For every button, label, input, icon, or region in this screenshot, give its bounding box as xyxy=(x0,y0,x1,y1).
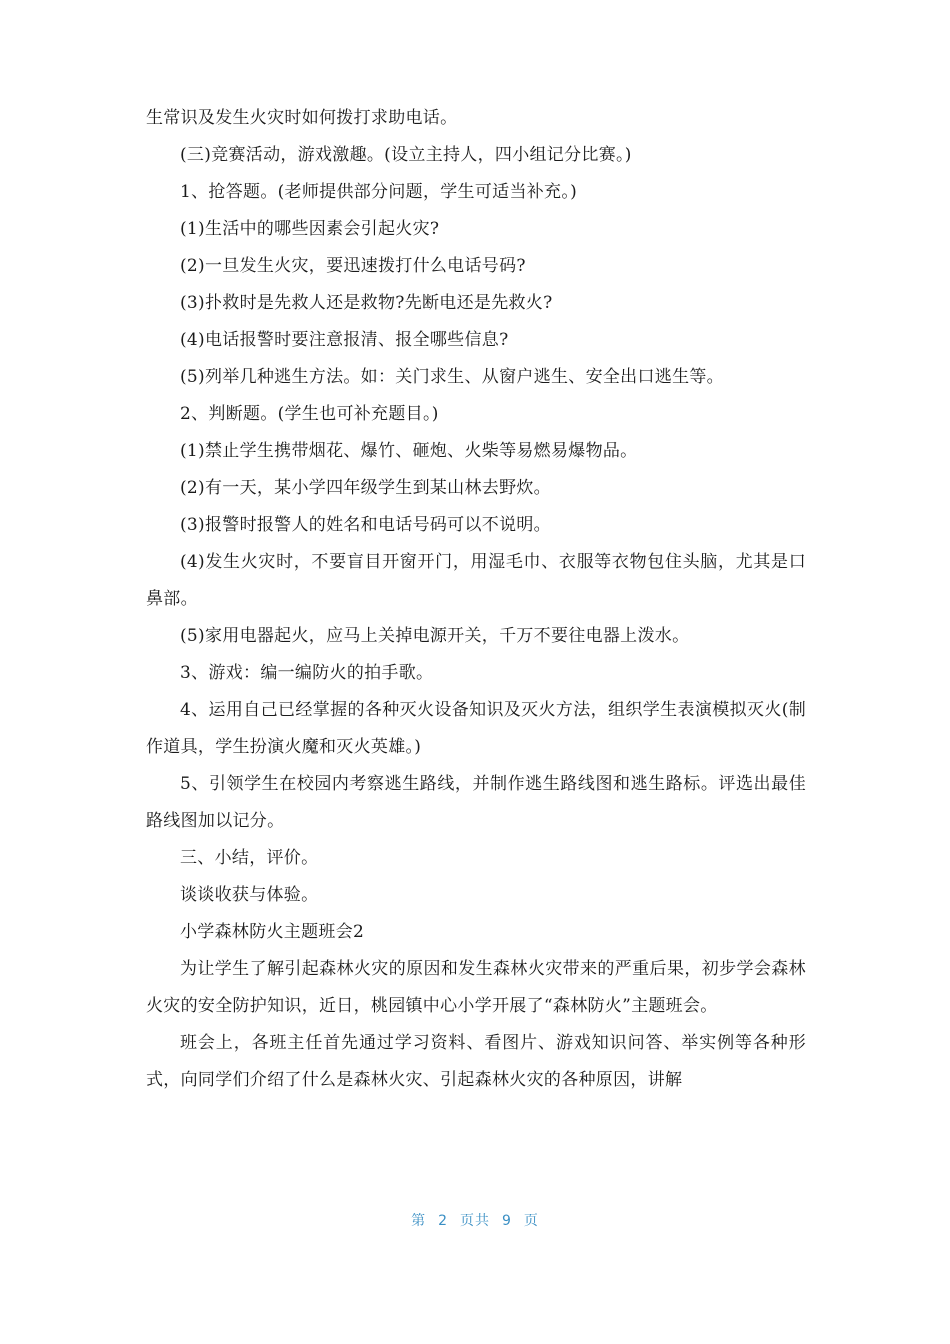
paragraph: (5)列举几种逃生方法。如：关门求生、从窗户逃生、安全出口逃生等。 xyxy=(180,367,724,387)
paragraph: 三、小结，评价。 xyxy=(180,848,319,868)
paragraph: (1)禁止学生携带烟花、爆竹、砸炮、火柴等易燃易爆物品。 xyxy=(180,441,638,461)
section-heading: 小学森林防火主题班会2 xyxy=(180,922,365,942)
paragraph: (5)家用电器起火，应马上关掉电源开关，千万不要往电器上泼水。 xyxy=(180,626,690,646)
document-body xyxy=(146,100,806,1099)
paragraph: 1、抢答题。(老师提供部分问题，学生可适当补充。) xyxy=(180,182,578,202)
paragraph: (3)报警时报警人的姓名和电话号码可以不说明。 xyxy=(180,515,551,535)
paragraph: (1)生活中的哪些因素会引起火灾? xyxy=(180,219,440,239)
paragraph: (2)有一天，某小学四年级学生到某山林去野炊。 xyxy=(180,478,551,498)
footer-total-pages: 9 xyxy=(502,1213,512,1229)
paragraph: 为让学生了解引起森林火灾的原因和发生森林火灾带来的严重后果，初步学会森林火灾的安全防护知识，近日，桃园镇中心小学开展了“森林防火”主题班会。 xyxy=(146,959,806,1016)
paragraph: 5、引领学生在校园内考察逃生路线，并制作逃生路线图和逃生路标。评选出最佳路线图加以记分。 xyxy=(146,774,806,831)
paragraph: 生常识及发生火灾时如何拨打求助电话。 xyxy=(146,108,458,128)
paragraph: (三)竞赛活动，游戏激趣。(设立主持人，四小组记分比赛。) xyxy=(180,145,632,165)
footer-suffix: 页 xyxy=(523,1213,539,1229)
paragraph: (4)发生火灾时，不要盲目开窗开门，用湿毛巾、衣服等衣物包住头脑，尤其是口鼻部。 xyxy=(146,552,806,609)
paragraph: (4)电话报警时要注意报清、报全哪些信息? xyxy=(180,330,509,350)
footer-current-page: 2 xyxy=(438,1213,448,1229)
footer-prefix: 第 xyxy=(411,1213,427,1229)
page-footer xyxy=(0,1210,950,1230)
footer-middle: 页共 xyxy=(460,1213,490,1229)
paragraph: 谈谈收获与体验。 xyxy=(180,885,319,905)
paragraph: 班会上，各班主任首先通过学习资料、看图片、游戏知识问答、举实例等各种形式，向同学们介绍了什么是森林火灾、引起森林火灾的各种原因，讲解 xyxy=(146,1033,806,1090)
paragraph: (3)扑救时是先救人还是救物?先断电还是先救火? xyxy=(180,293,553,313)
paragraph: 2、判断题。(学生也可补充题目。) xyxy=(180,404,439,424)
paragraph: 3、游戏：编一编防火的拍手歌。 xyxy=(180,663,434,683)
paragraph: (2)一旦发生火灾，要迅速拨打什么电话号码? xyxy=(180,256,526,276)
paragraph: 4、运用自己已经掌握的各种灭火设备知识及灭火方法，组织学生表演模拟灭火(制作道具，学生扮演火魔和灭火英雄。) xyxy=(146,700,806,757)
